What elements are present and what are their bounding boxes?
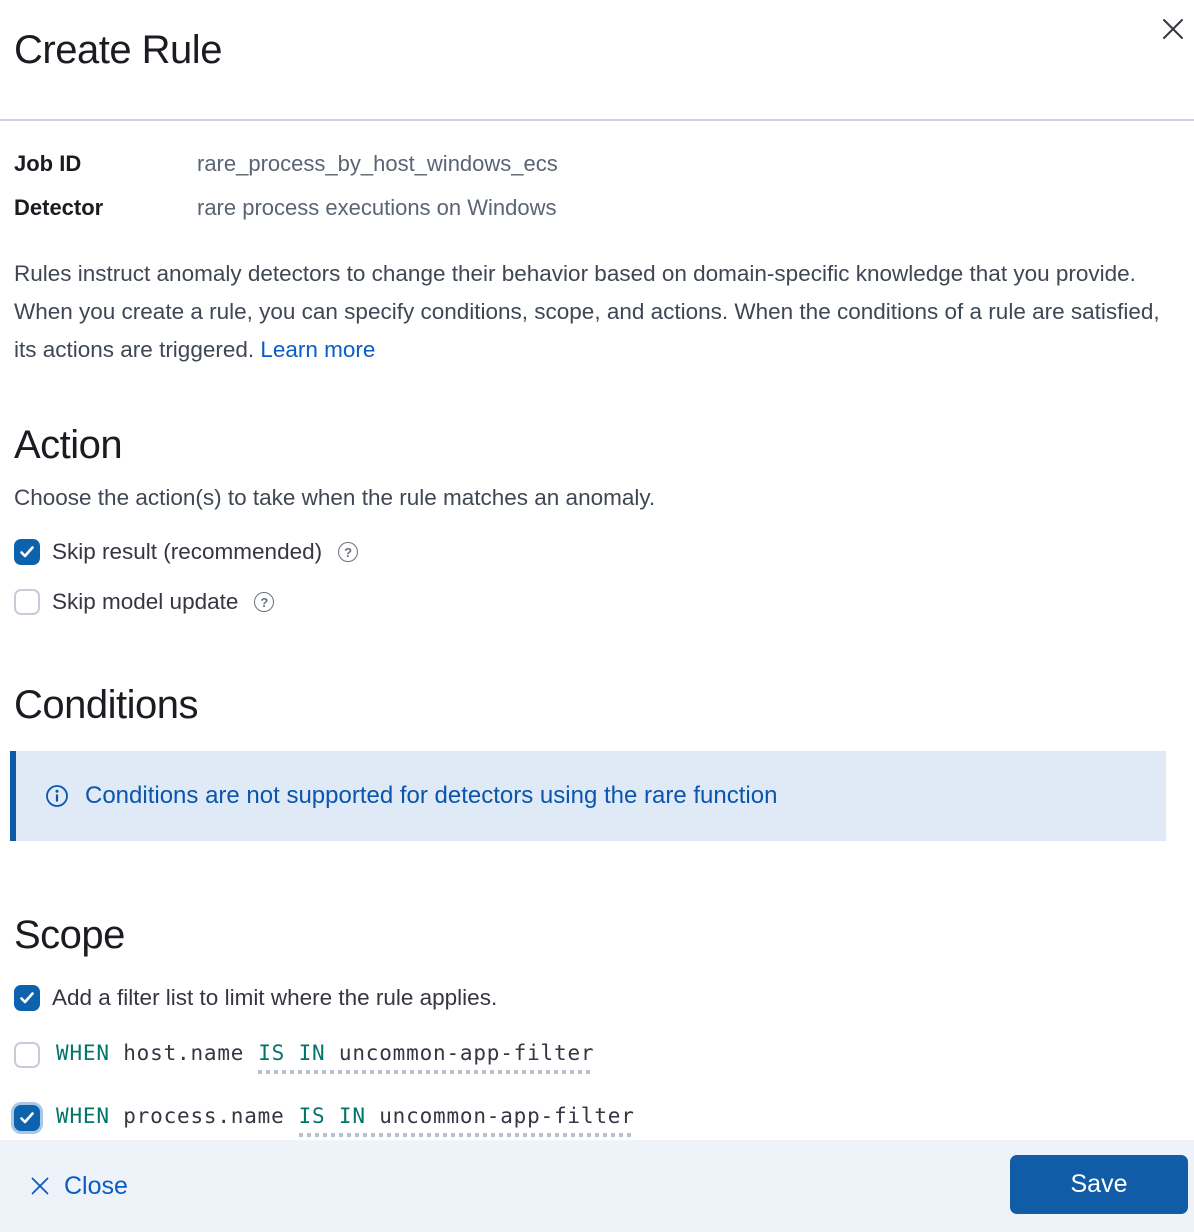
modal-footer xyxy=(0,1140,1194,1232)
detector-label: Detector xyxy=(14,195,104,220)
close-button-label: Close xyxy=(64,1171,128,1200)
filter-clause-link[interactable] xyxy=(299,1104,635,1137)
detector-value: rare process executions on Windows xyxy=(197,195,557,220)
process-name-expression xyxy=(56,1104,635,1137)
conditions-callout-text: Conditions are not supported for detectors using the rare function xyxy=(85,782,778,809)
host-name-expression xyxy=(56,1041,594,1074)
filter-clause-link[interactable] xyxy=(258,1041,594,1074)
rules-description xyxy=(14,255,1180,369)
host-name-checkbox[interactable] xyxy=(14,1042,40,1068)
job-id-label: Job ID xyxy=(14,151,82,176)
job-details xyxy=(14,142,1180,230)
scope-filter-row-host-name xyxy=(14,1041,1180,1074)
scope-enable-row xyxy=(14,985,1180,1011)
skip-model-update-row xyxy=(14,589,1180,615)
scope-enable-checkbox[interactable] xyxy=(14,985,40,1011)
operator-keyword: IS IN xyxy=(298,1104,366,1128)
skip-model-update-checkbox[interactable] xyxy=(14,589,40,615)
skip-result-checkbox[interactable] xyxy=(14,539,40,565)
close-button[interactable] xyxy=(30,1172,128,1201)
job-id-row xyxy=(14,142,1180,186)
close-icon[interactable] xyxy=(1158,14,1188,44)
process-name-checkbox[interactable] xyxy=(14,1105,40,1131)
modal-header xyxy=(0,0,1194,121)
job-id-value: rare_process_by_host_windows_ecs xyxy=(197,151,558,176)
scope-enable-label: Add a filter list to limit where the rule applies. xyxy=(52,985,498,1010)
action-heading: Action xyxy=(14,423,123,467)
skip-model-update-label: Skip model update xyxy=(52,589,239,614)
operator-keyword: IS IN xyxy=(258,1041,326,1065)
field-name: host.name xyxy=(123,1041,245,1065)
save-button[interactable]: Save xyxy=(1010,1155,1188,1214)
page-title: Create Rule xyxy=(14,28,222,72)
skip-result-label: Skip result (recommended) xyxy=(52,539,323,564)
conditions-callout xyxy=(10,751,1166,841)
description-text: Rules instruct anomaly detectors to change their behavior based on domain-specific knowledge that you provide. When you create a rule, you can specify conditions, scope, and actions. When the conditions of a rule are satisfied, its actions are triggered. xyxy=(14,261,1160,362)
conditions-heading: Conditions xyxy=(14,683,199,727)
when-keyword: WHEN xyxy=(56,1041,110,1065)
action-subtitle: Choose the action(s) to take when the rule matches an anomaly. xyxy=(14,485,656,510)
when-keyword: WHEN xyxy=(56,1104,110,1128)
check-icon xyxy=(18,989,36,1007)
close-x-icon xyxy=(30,1176,50,1196)
field-name: process.name xyxy=(123,1104,285,1128)
scope-heading: Scope xyxy=(14,913,125,957)
filter-list-name: uncommon-app-filter xyxy=(379,1104,635,1128)
learn-more-link[interactable]: Learn more xyxy=(260,337,376,362)
filter-list-name: uncommon-app-filter xyxy=(338,1041,595,1065)
modal-body xyxy=(0,142,1194,1137)
question-icon[interactable]: ? xyxy=(254,592,274,612)
check-icon xyxy=(18,543,36,561)
scope-filter-row-process-name xyxy=(14,1104,1180,1137)
check-icon xyxy=(18,1109,36,1127)
question-icon[interactable]: ? xyxy=(338,542,358,562)
info-icon xyxy=(45,784,69,808)
skip-result-row xyxy=(14,539,1180,565)
detector-row xyxy=(14,186,1180,230)
